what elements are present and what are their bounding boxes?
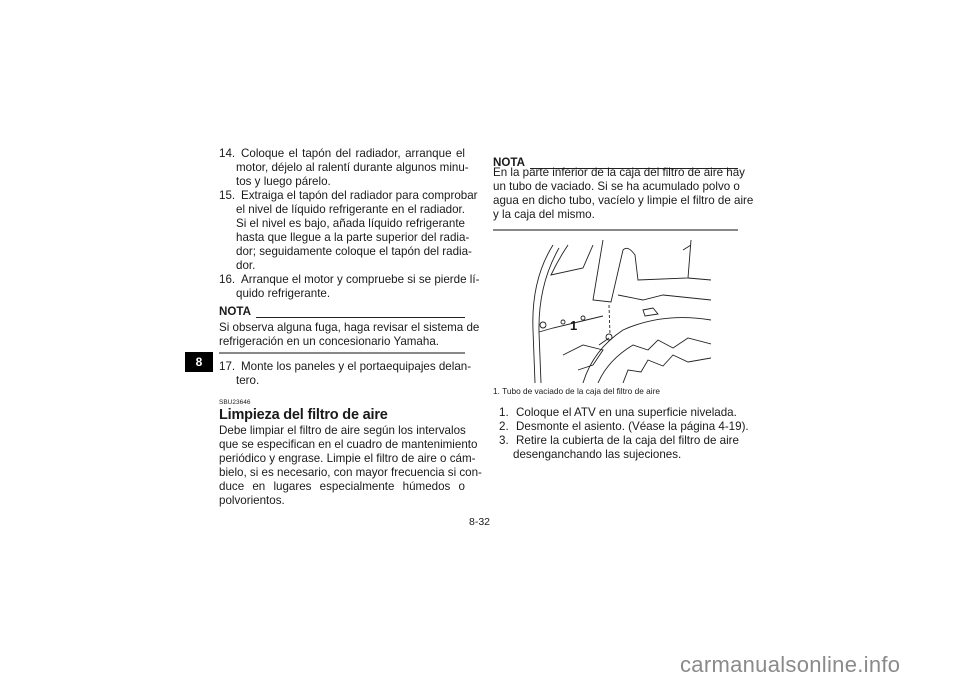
step-line: tero. [236,374,260,387]
step-line: Retire la cubierta de la caja del filtro de aire [516,434,739,447]
step-number: 2. [499,420,509,433]
body-line: Debe limpiar el filtro de aire según los intervalos [219,424,466,437]
step-line: dor; seguidamente coloque el tapón del radia- [236,245,472,258]
step-line: Monte los paneles y el portaequipajes delan- [241,360,472,373]
note-line: Si observa alguna fuga, haga revisar el sistema de [219,321,480,334]
page-number: 8-32 [469,516,491,528]
note-line: un tubo de vaciado. Si se ha acumulado polvo o [493,180,740,193]
body-line: periódico y engrase. Limpie el filtro de aire o cám- [219,452,476,465]
body-line: que se especifican en el cuadro de mantenimiento [219,438,478,451]
step-line: Desmonte el asiento. (Véase la página 4-19). [516,420,749,433]
note-line: En la parte inferior de la caja del filtro de aire hay [493,166,745,179]
body-line: polvorientos. [219,494,285,507]
step-line: el nivel de líquido refrigerante en el radiador. [236,203,465,216]
step-number: 1. [499,406,509,419]
note-end-rule [219,352,465,354]
step-line: Coloque el tapón del radiador, arranque el [241,147,465,160]
note-label: NOTA [219,305,251,318]
air-filter-drain-illustration [523,240,711,383]
section-code: SBU23646 [219,399,251,406]
chapter-tab: 8 [185,352,213,372]
note-line: agua en dicho tubo, vacíelo y limpie el filtro de aire [493,194,754,207]
step-line: Extraiga el tapón del radiador para comprobar [241,189,478,202]
body-line: duce en lugares especialmente húmedos o [219,480,465,493]
section-title: Limpieza del filtro de aire [219,407,388,423]
note-line: refrigeración en un concesionario Yamaha. [219,335,439,348]
step-number: 3. [499,434,509,447]
step-line: desenganchando las sujeciones. [513,448,682,461]
step-line: Coloque el ATV en una superficie nivelada. [516,406,737,419]
step-line: quido refrigerante. [236,287,331,300]
step-line: Si el nivel es bajo, añada líquido refrigerante [236,217,465,230]
note-end-rule [493,229,738,231]
figure-callout: 1 [570,318,578,333]
step-line: Arranque el motor y compruebe si se pierde lí- [241,273,480,286]
note-line: y la caja del mismo. [493,208,595,221]
note-underline [256,317,465,318]
step-line: motor, déjelo al ralentí durante algunos minu- [236,161,469,174]
watermark: carmanualsonline.info [680,652,901,677]
step-number: 16. [219,273,236,286]
step-line: dor. [236,259,256,272]
figure-caption: 1. Tubo de vaciado de la caja del filtro de aire [493,386,660,396]
body-line: bielo, si es necesario, con mayor frecuencia si con- [219,466,482,479]
step-line: hasta que llegue a la parte superior del radia- [236,231,470,244]
step-line: tos y luego párelo. [236,175,331,188]
note-label: NOTA [493,156,525,169]
step-number: 14. [219,147,236,160]
step-number: 17. [219,360,236,373]
step-number: 15. [219,189,236,202]
